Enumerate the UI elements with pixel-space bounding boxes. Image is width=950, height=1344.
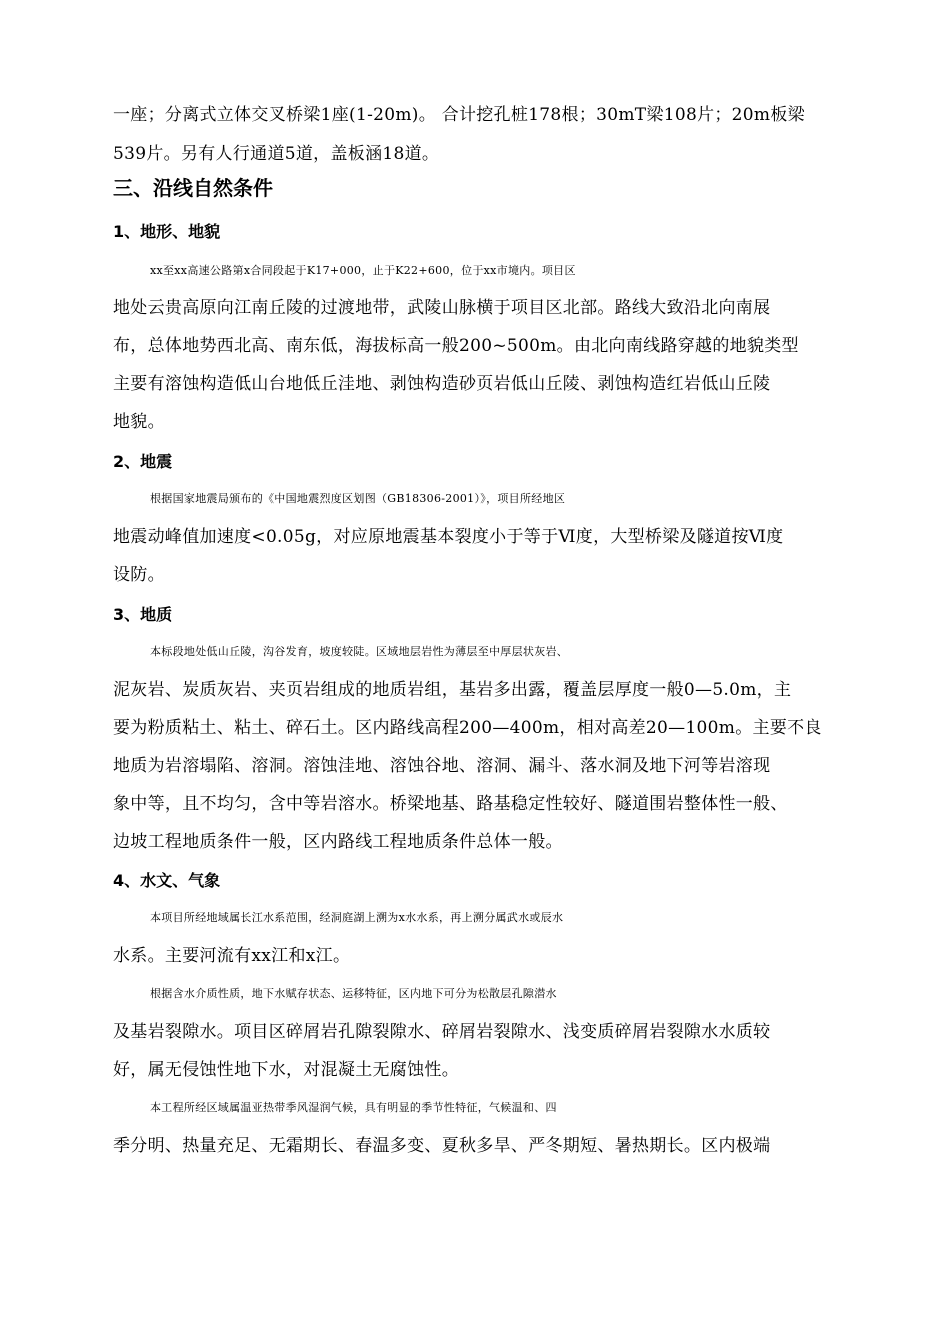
paragraph-line: 象中等，且不均匀，含中等岩溶水。桥梁地基、路基稳定性较好、隧道围岩整体性一般、 xyxy=(113,794,788,814)
paragraph-line: 季分明、热量充足、无霜期长、春温多变、夏秋多旱、严冬期短、暑热期长。区内极端 xyxy=(113,1136,771,1156)
paragraph-line: 地质为岩溶塌陷、溶洞。溶蚀洼地、溶蚀谷地、溶洞、漏斗、落水洞及地下河等岩溶现 xyxy=(113,756,771,776)
paragraph-line: 水系。主要河流有xx江和x江。 xyxy=(113,946,351,966)
paragraph-line: 539片。另有人行通道5道，盖板涵18道。 xyxy=(113,144,440,164)
paragraph-line: 本项目所经地域属长江水系范围，经洞庭湖上溯为x水水系，再上溯分属武水或辰水 xyxy=(150,911,564,924)
paragraph-line: 边坡工程地质条件一般，区内路线工程地质条件总体一般。 xyxy=(113,832,563,852)
section-heading: 三、沿线自然条件 xyxy=(113,176,273,200)
paragraph-line: 好，属无侵蚀性地下水，对混凝土无腐蚀性。 xyxy=(113,1060,459,1080)
subsection-heading: 2、地震 xyxy=(113,452,173,471)
paragraph-line: 泥灰岩、炭质灰岩、夹页岩组成的地质岩组，基岩多出露，覆盖层厚度一般0—5.0m，主 xyxy=(113,680,792,700)
paragraph-line: 及基岩裂隙水。项目区碎屑岩孔隙裂隙水、碎屑岩裂隙水、浅变质碎屑岩裂隙水水质较 xyxy=(113,1022,771,1042)
paragraph-line: 根据含水介质性质，地下水赋存状态、运移特征，区内地下可分为松散层孔隙潜水 xyxy=(150,987,557,1000)
paragraph-line: 本工程所经区域属温亚热带季风湿润气候，具有明显的季节性特征，气候温和、四 xyxy=(150,1101,557,1114)
paragraph-line: 地貌。 xyxy=(113,412,165,432)
paragraph-line: 设防。 xyxy=(113,565,165,585)
paragraph-line: xx至xx高速公路第x合同段起于K17+000，止于K22+600，位于xx市境内。项目区 xyxy=(150,264,576,277)
paragraph-line: 布，总体地势西北高、南东低，海拔标高一般200~500m。由北向南线路穿越的地貌类型 xyxy=(113,336,799,356)
subsection-heading: 4、水文、气象 xyxy=(113,871,221,890)
paragraph-line: 主要有溶蚀构造低山台地低丘洼地、剥蚀构造砂页岩低山丘陵、剥蚀构造红岩低山丘陵 xyxy=(113,374,771,394)
paragraph-line: 根据国家地震局颁布的《中国地震烈度区划图（GB18306-2001）》，项目所经地区 xyxy=(150,492,566,505)
paragraph-line: 地处云贵高原向江南丘陵的过渡地带，武陵山脉横于项目区北部。路线大致沿北向南展 xyxy=(113,298,771,318)
paragraph-line: 要为粉质粘土、粘土、碎石土。区内路线高程200—400m，相对高差20—100m。主要不良 xyxy=(113,718,822,738)
paragraph-line: 一座；分离式立体交叉桥梁1座(1-20m)。 合计挖孔桩178根；30mT梁108片；20m板梁 xyxy=(113,105,805,125)
subsection-heading: 1、地形、地貌 xyxy=(113,222,221,241)
paragraph-line: 本标段地处低山丘陵，沟谷发育，坡度较陡。区域地层岩性为薄层至中厚层状灰岩、 xyxy=(150,645,569,658)
paragraph-line: 地震动峰值加速度<0.05g，对应原地震基本裂度小于等于Ⅵ度，大型桥梁及隧道按Ⅵ度 xyxy=(113,527,784,547)
subsection-heading: 3、地质 xyxy=(113,605,173,624)
